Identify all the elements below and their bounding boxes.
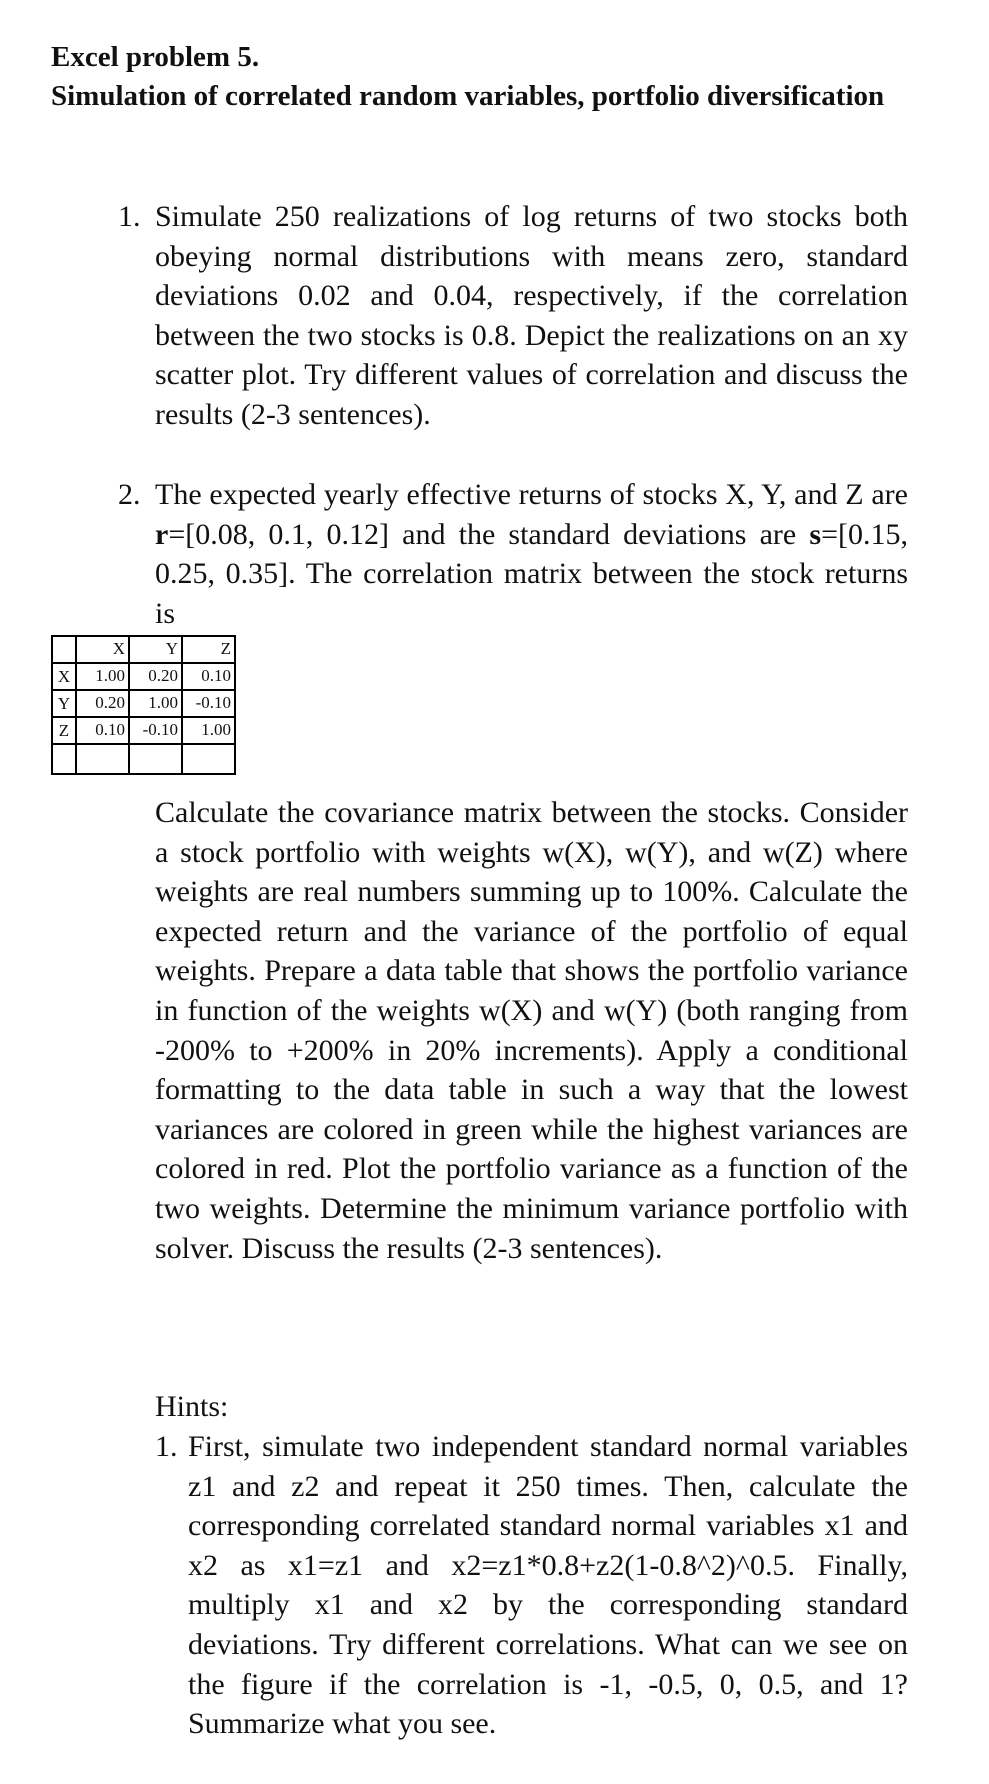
table-header-cell: X [76,636,129,663]
item-1-text: Simulate 250 realizations of log returns of two stocks both obeying normal distributions with means zero, standard deviations 0.02 and 0.04, respectively, if the correlation between the two stocks is 0.8. Depict the realizations on an xy scatter plot. Try different values of correlation and discuss the results (2-3 sentences). [155,200,908,431]
table-header-row [52,636,235,663]
item-2-intro [155,475,908,633]
table-row [52,663,235,690]
table-cell: 1.00 [182,717,235,744]
correlation-matrix-table [51,635,236,775]
r-vector-label: r [155,517,169,551]
title-line-2: Simulation of correlated random variables, portfolio diversification [51,80,885,112]
table-cell: 0.10 [182,663,235,690]
table-cell: 1.00 [129,690,182,717]
table-cell: -0.10 [182,690,235,717]
s-vector-values: =[0.15, 0.25, 0.35]. The correlation matrix between the stock returns is [155,517,908,630]
table-cell: 0.10 [76,717,129,744]
empty-cell [129,744,182,774]
item-2-number: 2. [118,478,141,511]
hints-heading: Hints: [155,1390,229,1423]
table-cell: 0.20 [76,690,129,717]
title-line-1: Excel problem 5. [51,41,260,73]
empty-cell [182,744,235,774]
row-label: X [52,663,76,690]
hint-1-text: First, simulate two independent standard normal variables z1 and z2 and repeat it 250 times. Then, calculate the corresponding correlated standard normal variables x1 and x2 as x1=z1 and x2=z1*0.8+z2(1-0.8^2)^0.5. Finally, multiply x1 and x2 by the corresponding standard deviations. Try different correlations. What can we see on the figure if the correlation is -1, -0.5, 0, 0.5, and 1? Summarize what you see. [188,1430,908,1741]
item-2-text-after-table: Calculate the covariance matrix between the stocks. Consider a stock portfolio with weights w(X), w(Y), and w(Z) where weights are real numbers summing up to 100%. Calculate the expected return and the variance of the portfolio of equal weights. Prepare a data table that shows the portfolio variance in function of the weights w(X) and w(Y) (both ranging from -200% to +200% in 20% increments). Apply a conditional formatting to the data table in such a way that the lowest variances are colored in green while the highest variances are colored in red. Plot the portfolio variance as a function of the two weights. Determine the minimum variance portfolio with solver. Discuss the results (2-3 sentences). [155,796,908,1265]
table-cell: 0.20 [129,663,182,690]
row-label: Y [52,690,76,717]
document-title [51,38,911,116]
r-vector-values: =[0.08, 0.1, 0.12] and the standard deviations are [168,517,810,551]
hint-1-number: 1. [155,1430,178,1463]
empty-cell [76,744,129,774]
table-header-cell: Z [182,636,235,663]
item-2-intro-a: The expected yearly effective returns of stocks X, Y, and Z are [155,478,908,511]
item-1-number: 1. [118,200,141,233]
table-empty-row [52,744,235,774]
table-cell: -0.10 [129,717,182,744]
table-header-cell: Y [129,636,182,663]
table-row [52,690,235,717]
table-row [52,717,235,744]
table-cell: 1.00 [76,663,129,690]
row-label: Z [52,717,76,744]
empty-cell [52,744,76,774]
s-vector-label: s [809,517,822,551]
table-header-cell [52,636,76,663]
